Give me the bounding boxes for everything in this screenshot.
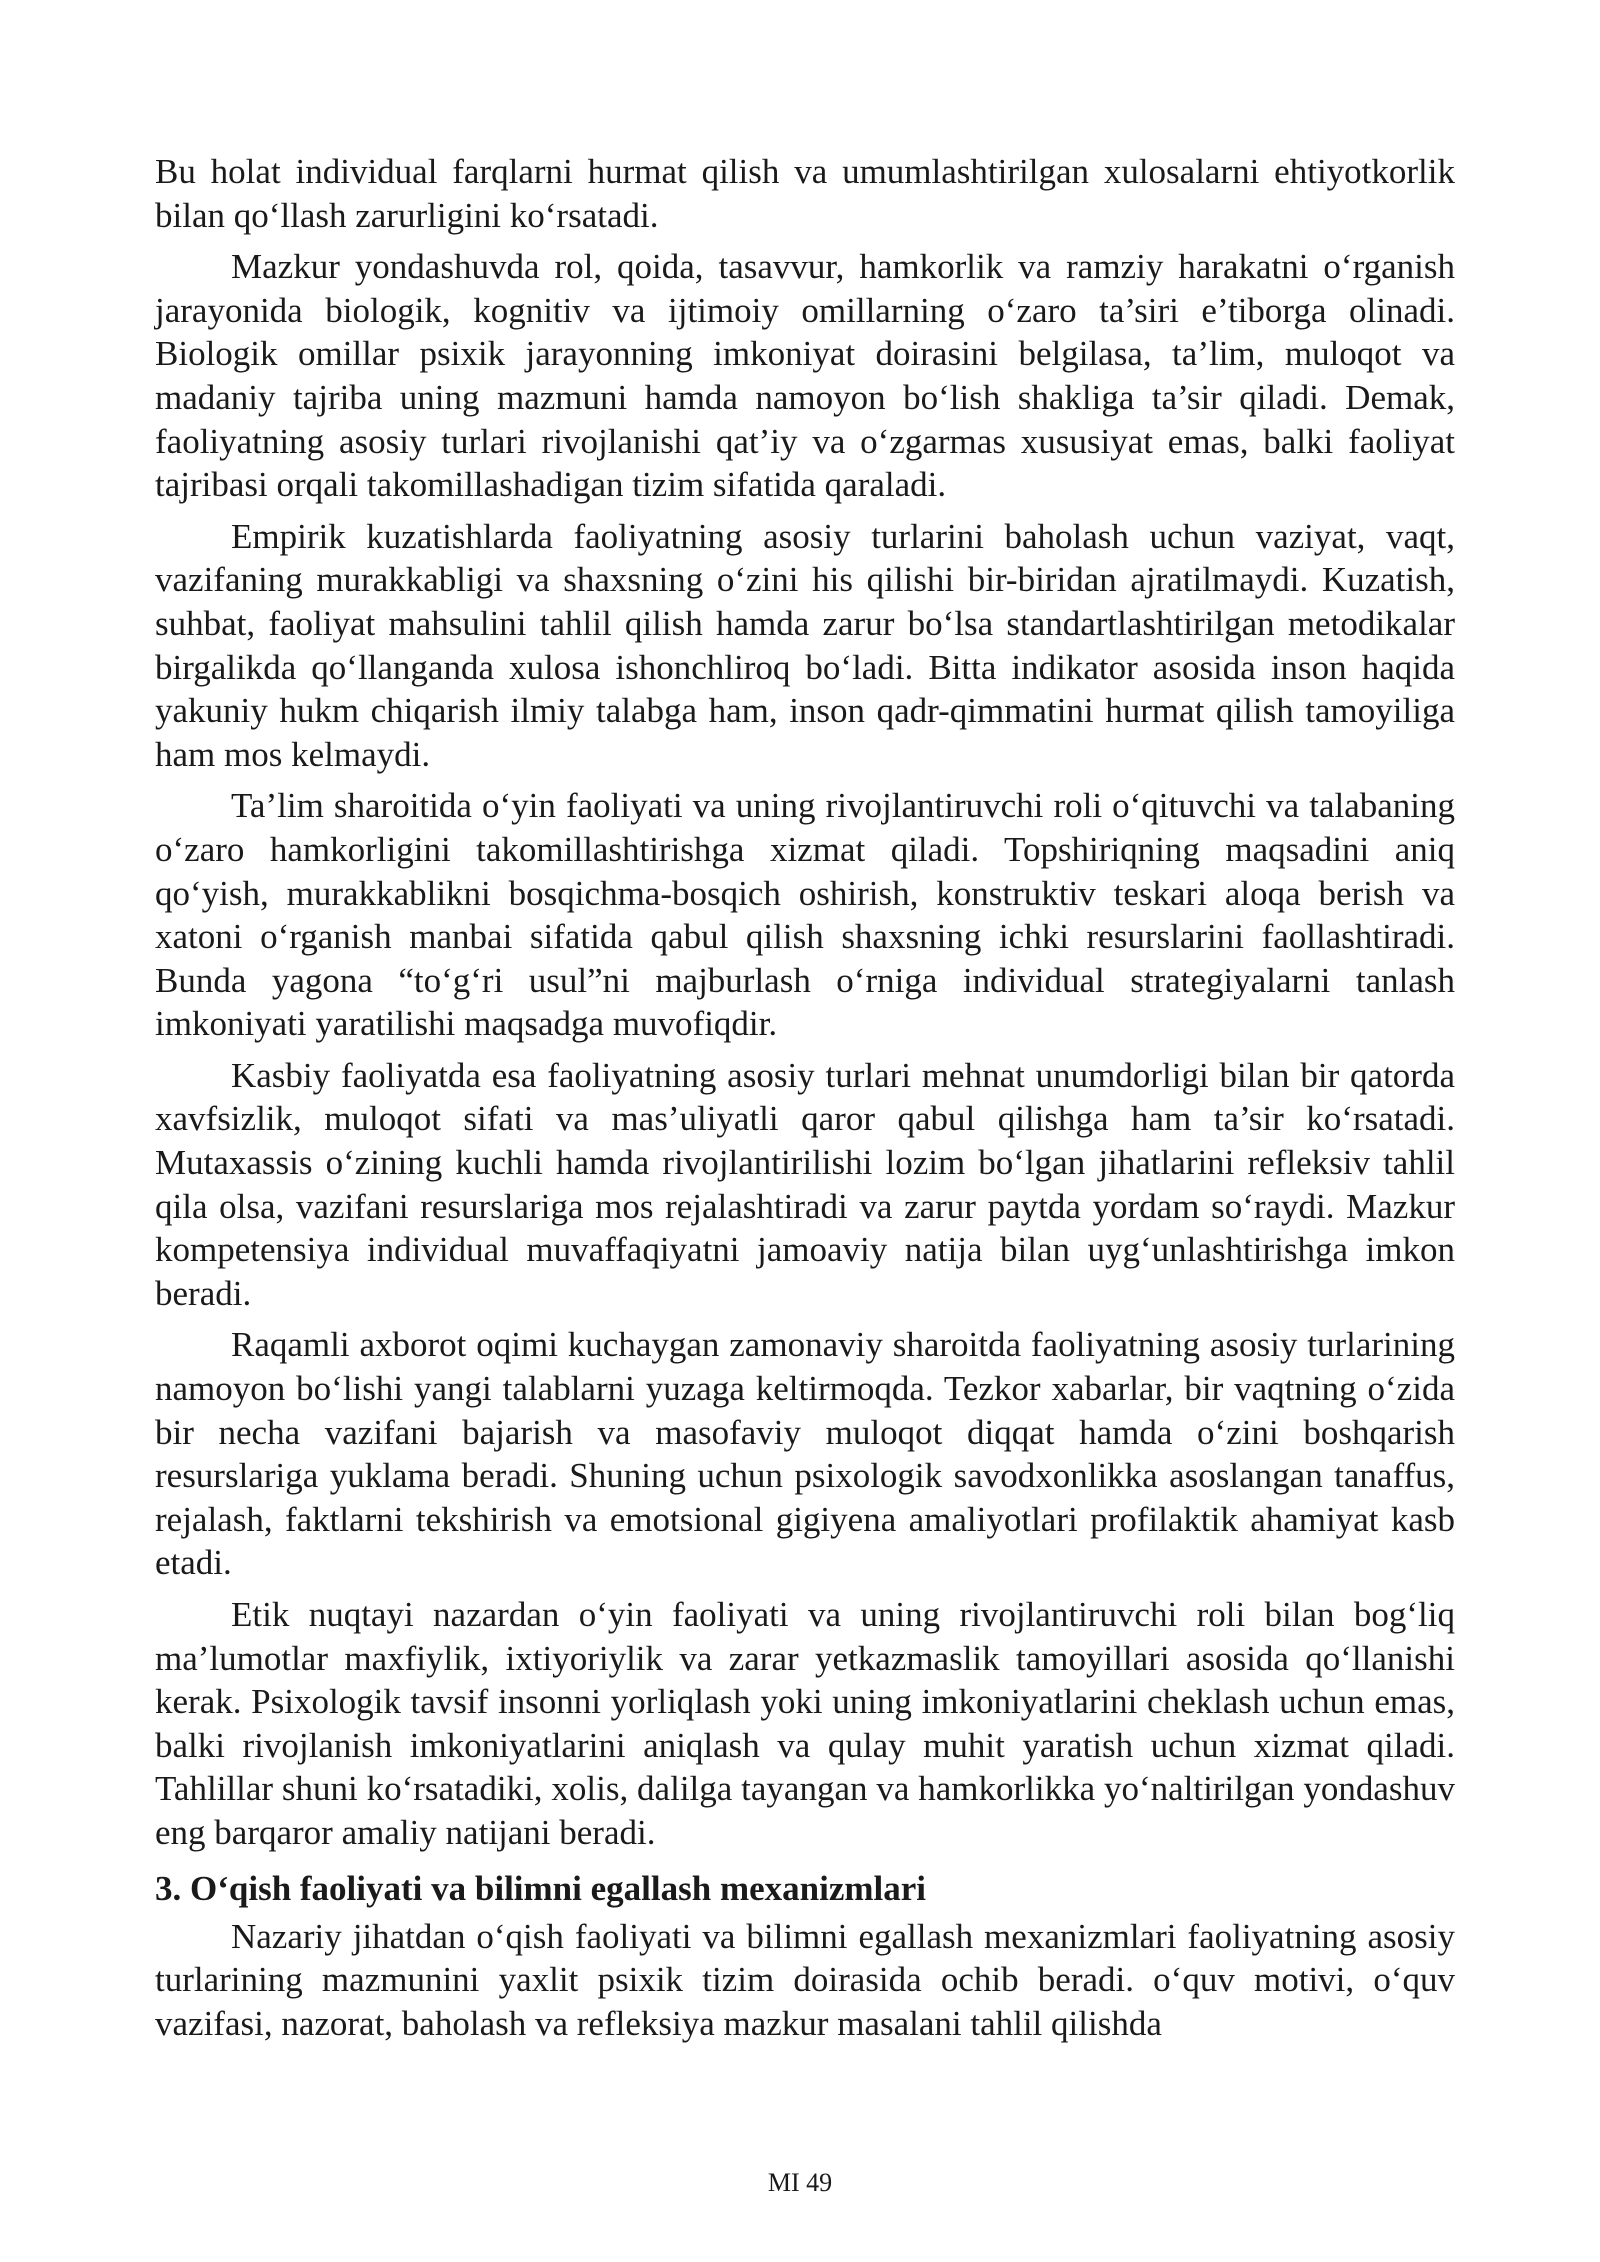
paragraph: Raqamli axborot oqimi kuchaygan zamonaviy sharoitda faoliyatning asosiy turlarining namoyon bo‘lishi yangi talablarni yuzaga keltirmoqda. Tezkor xabarlar, bir vaqtning o‘zida bir necha vazifani bajarish va masofaviy muloqot diqqat hamda o‘zini boshqarish resurslariga yuklama beradi. Shuning uchun psixologik savodxonlikka asoslangan tanaffus, rejalash, faktlarni tekshirish va emotsional gigiyena amaliyotlari profilaktik ahamiyat kasb etadi.	[155, 1325, 1455, 1583]
paragraph-continued: Bu holat individual farqlarni hurmat qilish va umumlashtirilgan xulosalarni ehtiyotkorlik bilan qo‘llash zarurligini ko‘rsatadi.	[155, 152, 1455, 235]
page-number: MI 49	[767, 2168, 833, 2197]
section-paragraph: Nazariy jihatdan o‘qish faoliyati va bilimni egallash mexanizmlari faoliyatning asosiy turlarining mazmunini yaxlit psixik tizim doirasida ochib beradi. o‘quv motivi, o‘quv vazifasi, nazorat, baholash va refleksiya mazkur masalani tahlil qilishda	[155, 1916, 1455, 2043]
document-page	[155, 150, 1455, 2053]
paragraph: Empirik kuzatishlarda faoliyatning asosiy turlarini baholash uchun vaziyat, vaqt, vazifaning murakkabligi va shaxsning o‘zini his qilishi bir-biridan ajratilmaydi. Kuzatish, suhbat, faoliyat mahsulini tahlil qilish hamda zarur bo‘lsa standartlashtirilgan metodikalar birgalikda qo‘llanganda xulosa ishonchliroq bo‘ladi. Bitta indikator asosida inson haqida yakuniy hukm chiqarish ilmiy talabga ham, inson qadr-qimmatini hurmat qilish tamoyiliga ham mos kelmaydi.	[155, 516, 1455, 774]
paragraph: Ta’lim sharoitida o‘yin faoliyati va uning rivojlantiruvchi roli o‘qituvchi va talabaning o‘zaro hamkorligini takomillashtirishga xizmat qiladi. Topshiriqning maqsadini aniq qo‘yish, murakkablikni bosqichma-bosqich oshirish, konstruktiv teskari aloqa berish va xatoni o‘rganish manbai sifatida qabul qilish shaxsning ichki resurslarini faollashtiradi. Bunda yagona “to‘g‘ri usul”ni majburlash o‘rniga individual strategiyalarni tanlash imkoniyati yaratilishi maqsadga muvofiqdir.	[155, 786, 1455, 1044]
paragraph: Etik nuqtayi nazardan o‘yin faoliyati va uning rivojlantiruvchi roli bilan bog‘liq ma’lumotlar maxfiylik, ixtiyoriylik va zarar yetkazmaslik tamoyillari asosida qo‘llanishi kerak. Psixologik tavsif insonni yorliqlash yoki uning imkoniyatlarini cheklash uchun emas, balki rivojlanish imkoniyatlarini aniqlash va qulay muhit yaratish uchun xizmat qiladi. Tahlillar shuni ko‘rsatadiki, xolis, dalilga tayangan va hamkorlikka yo‘naltirilgan yondashuv eng barqaror amaliy natijani beradi.	[155, 1595, 1455, 1852]
paragraph: Kasbiy faoliyatda esa faoliyatning asosiy turlari mehnat unumdorligi bilan bir qatorda xavfsizlik, muloqot sifati va mas’uliyatli qaror qabul qilishga ham ta’sir ko‘rsatadi. Mutaxassis o‘zining kuchli hamda rivojlantirilishi lozim bo‘lgan jihatlarini refleksiv tahlil qila olsa, vazifani resurslariga mos rejalashtiradi va zarur paytda yordam so‘raydi. Mazkur kompetensiya individual muvaffaqiyatni jamoaviy natija bilan uyg‘unlashtirishga imkon beradi.	[155, 1055, 1455, 1313]
section-heading: 3. O‘qish faoliyati va bilimni egallash mexanizmlari	[155, 1868, 926, 1908]
paragraph: Mazkur yondashuvda rol, qoida, tasavvur, hamkorlik va ramziy harakatni o‘rganish jarayonida biologik, kognitiv va ijtimoiy omillarning o‘zaro ta’siri e’tiborga olinadi. Biologik omillar psixik jarayonning imkoniyat doirasini belgilasa, ta’lim, muloqot va madaniy tajriba uning mazmuni hamda namoyon bo‘lish shakliga ta’sir qiladi. Demak, faoliyatning asosiy turlari rivojlanishi qat’iy va o‘zgarmas xususiyat emas, balki faoliyat tajribasi orqali takomillashadigan tizim sifatida qaraladi.	[155, 247, 1455, 505]
